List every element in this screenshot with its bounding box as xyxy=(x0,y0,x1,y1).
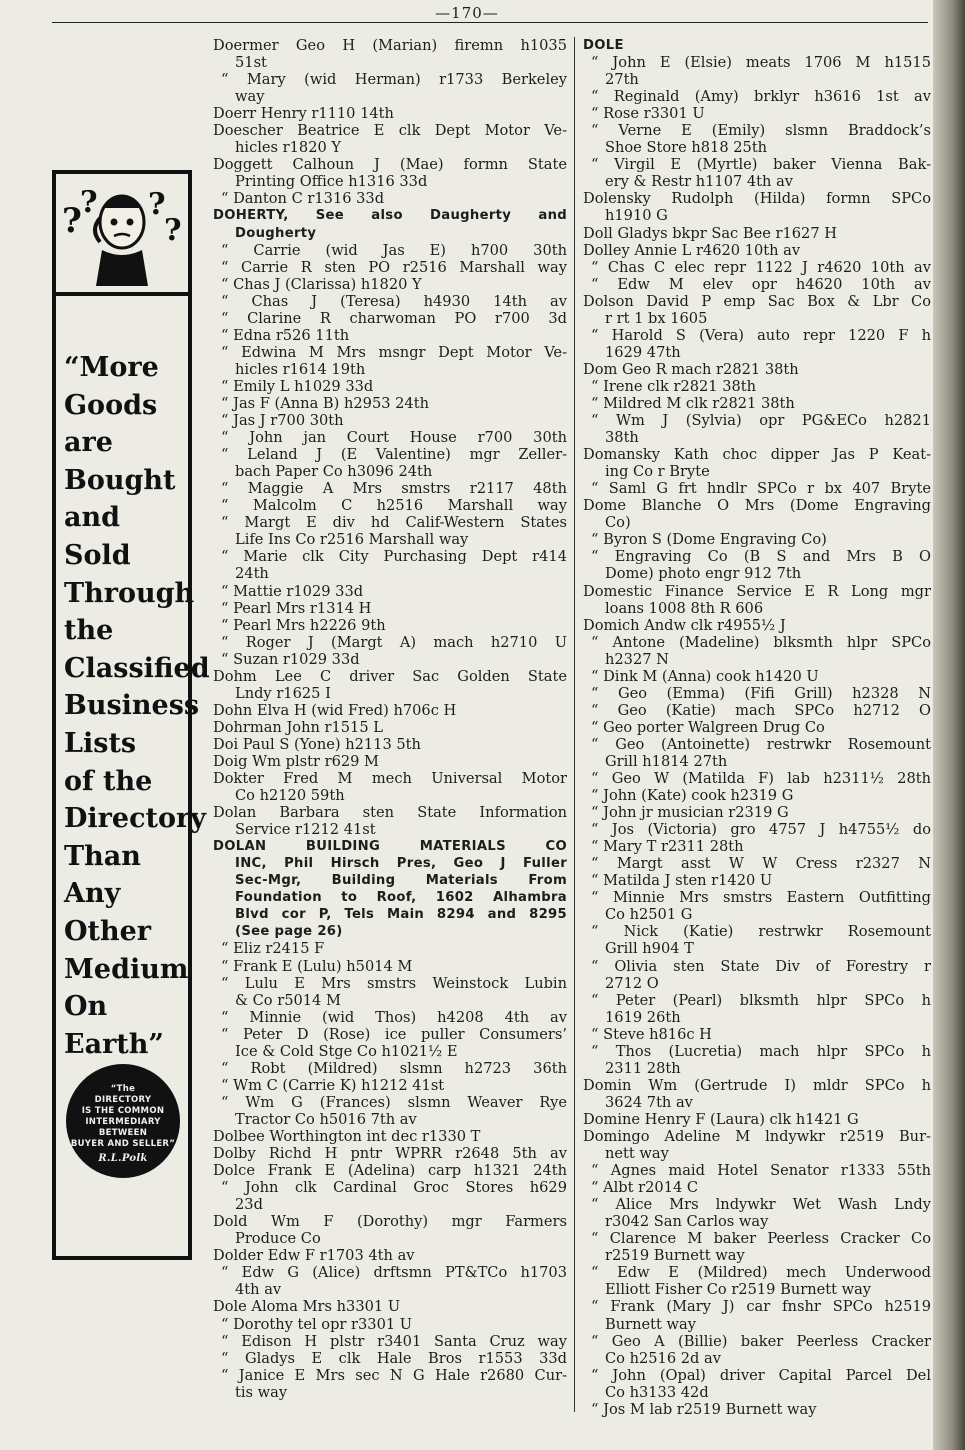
directory-entry-line: “ Carrie R sten PO r2516 Marshall way xyxy=(221,258,567,276)
directory-entry-line: “ Reginald (Amy) brklyr h3616 1st av xyxy=(591,88,931,106)
directory-entry-line: “ Harold S (Vera) auto repr 1220 F h xyxy=(591,326,931,344)
directory-entry-line: Printing Office h1316 33d xyxy=(235,173,428,191)
directory-entry-line: Grill h904 T xyxy=(605,940,694,958)
directory-entry-line: “ Wm G (Frances) slsmn Weaver Rye xyxy=(221,1093,567,1111)
directory-entry-line: “ Nick (Katie) restrwkr Rosemount xyxy=(591,923,931,941)
header-rule xyxy=(52,22,928,23)
page-number: —170— xyxy=(435,4,499,22)
directory-entry-line: “ John E (Elsie) meats 1706 M h1515 xyxy=(591,54,931,72)
directory-entry-line: Blvd cor P, Tels Main 8294 and 8295 xyxy=(235,907,567,923)
directory-entry-line: “ Mary T r2311 28th xyxy=(591,838,744,856)
directory-entry-line: “ Danton C r1316 33d xyxy=(221,190,385,208)
directory-entry-line: “ Clarence M baker Peerless Cracker Co xyxy=(591,1230,931,1248)
directory-entry-line: INC, Phil Hirsch Pres, Geo J Fuller xyxy=(235,856,567,872)
directory-entry-line: nett way xyxy=(605,1145,669,1163)
directory-entry-line: “ Edw G (Alice) drftsmn PT&TCo h1703 xyxy=(221,1264,567,1282)
ad-illustration-panel xyxy=(56,174,188,296)
directory-entry-line: 3624 7th av xyxy=(605,1093,693,1111)
directory-entry-line: Dome) photo engr 912 7th xyxy=(605,565,802,583)
directory-entry-line: Co) xyxy=(605,514,631,532)
directory-entry-line: Ice & Cold Stge Co h1021½ E xyxy=(235,1042,458,1060)
directory-entry-line: Dolley Annie L r4620 10th av xyxy=(583,241,801,259)
directory-entry-line: 27th xyxy=(605,71,639,89)
directory-entry-line: “ Clarine R charwoman PO r700 3d xyxy=(221,309,567,327)
directory-entry-line: “ Lulu E Mrs smstrs Weinstock Lubin xyxy=(221,974,567,992)
directory-entry-line: “ John (Kate) cook h2319 G xyxy=(591,787,794,805)
directory-entry-line: 1619 26th xyxy=(605,1008,681,1026)
seal-signature: R.L.Polk xyxy=(98,1153,148,1164)
directory-entry-line: “ Chas J (Clarissa) h1820 Y xyxy=(221,275,422,293)
directory-entry-line: “ Marie clk City Purchasing Dept r414 xyxy=(221,548,567,566)
directory-entry-line: 2311 28th xyxy=(605,1059,681,1077)
directory-entry-line: “ Roger J (Margt A) mach h2710 U xyxy=(221,633,567,651)
directory-entry-line: “ Robt (Mildred) slsmn h2723 36th xyxy=(221,1059,567,1077)
directory-entry-line: Lndy r1625 I xyxy=(235,684,331,702)
directory-entry-line: Burnett way xyxy=(605,1315,696,1333)
directory-entry-line: “ Dink M (Anna) cook h1420 U xyxy=(591,667,819,685)
directory-entry-line: “ Geo W (Matilda F) lab h2311½ 28th xyxy=(591,770,931,788)
directory-entry-line: Domingo Adeline M lndywkr r2519 Bur- xyxy=(583,1128,931,1145)
directory-entry-line: Co h2501 G xyxy=(605,906,693,924)
directory-entry-line: & Co r5014 M xyxy=(235,991,341,1009)
directory-entry-line: Doerr Henry r1110 14th xyxy=(213,105,394,123)
directory-entry-line: DOLE xyxy=(583,38,624,53)
directory-entry-line: Grill h1814 27th xyxy=(605,752,728,770)
directory-entry-line: “ Margt asst W W Cress r2327 N xyxy=(591,855,931,873)
directory-entry-line: Co h2120 59th xyxy=(235,787,345,805)
directory-entry-line: “ John jr musician r2319 G xyxy=(591,804,789,822)
directory-entry-line: “ Eliz r2415 F xyxy=(221,940,325,958)
svg-text:?: ? xyxy=(62,201,82,241)
directory-seal xyxy=(66,1064,180,1178)
directory-entry-line: “ Malcolm C h2516 Marshall way xyxy=(221,497,567,515)
svg-text:?: ? xyxy=(80,185,98,220)
confused-man-icon xyxy=(56,174,188,288)
directory-entry-line: “ Frank E (Lulu) h5014 M xyxy=(221,957,413,975)
directory-entry-line: Doermer Geo H (Marian) firemn h1035 xyxy=(213,37,567,54)
directory-entry-line: Produce Co xyxy=(235,1230,321,1248)
directory-entry-line: Co h2516 2d av xyxy=(605,1349,721,1367)
directory-entry-line: r3042 San Carlos way xyxy=(605,1213,769,1231)
directory-entry-line: “ Pearl Mrs r1314 H xyxy=(221,599,372,617)
directory-entry-line: DOHERTY, See also Daugherty and xyxy=(213,208,567,224)
directory-entry-line: “ Geo (Emma) (Fifi Grill) h2328 N xyxy=(591,684,931,702)
directory-entry-line: Dolby Richd H pntr WPRR r2648 5th av xyxy=(213,1145,567,1163)
directory-entry-line: “ Chas C elec repr 1122 J r4620 10th av xyxy=(591,258,931,276)
directory-entry-line: “ Janice E Mrs sec N G Hale r2680 Cur- xyxy=(221,1366,567,1384)
directory-entry-line: Dohrman John r1515 L xyxy=(213,718,383,736)
directory-entry-line: h1910 G xyxy=(605,207,668,225)
directory-entry-line: “ Gladys E clk Hale Bros r1553 33d xyxy=(221,1349,567,1367)
directory-entry-line: tis way xyxy=(235,1383,288,1401)
directory-entry-line: Dolson David P emp Sac Box & Lbr Co xyxy=(583,292,931,310)
directory-entry-line: 2712 O xyxy=(605,974,659,992)
book-spine-shadow xyxy=(933,0,965,1450)
directory-entry-line: Dolbee Worthington int dec r1330 T xyxy=(213,1128,481,1145)
ad-slogan-line: and xyxy=(64,502,121,534)
right-listing-column xyxy=(583,37,931,1418)
directory-entry-line: “ Edison H plstr r3401 Santa Cruz way xyxy=(221,1332,567,1350)
directory-entry-line: “ Jos M lab r2519 Burnett way xyxy=(591,1400,817,1418)
svg-text:?: ? xyxy=(164,213,182,248)
directory-entry-line: loans 1008 8th R 606 xyxy=(605,599,764,617)
directory-entry-line: r rt 1 bx 1605 xyxy=(605,309,708,327)
directory-entry-line: Dom Geo R mach r2821 38th xyxy=(583,360,799,378)
directory-entry-line: Domin Wm (Gertrude I) mldr SPCo h xyxy=(583,1076,931,1094)
directory-entry-line: “ Engraving Co (B S and Mrs B O xyxy=(591,548,931,566)
directory-entry-line: “ Peter D (Rose) ice puller Consumers’ xyxy=(221,1025,567,1043)
directory-entry-line: “ Emily L h1029 33d xyxy=(221,377,374,395)
directory-entry-line: (See page 26) xyxy=(235,924,343,940)
directory-entry-line: ing Co r Bryte xyxy=(605,463,710,481)
directory-entry-line: bach Paper Co h3096 24th xyxy=(235,463,433,481)
ad-slogan-line: Goods xyxy=(64,389,158,421)
ad-slogan-line: Sold xyxy=(64,539,131,571)
directory-entry-line: “ Mattie r1029 33d xyxy=(221,582,364,600)
directory-entry-line: Elliott Fisher Co r2519 Burnett way xyxy=(605,1281,872,1299)
directory-entry-line: Doescher Beatrice E clk Dept Motor Ve- xyxy=(213,122,567,140)
directory-entry-line: “ Peter (Pearl) blksmth hlpr SPCo h xyxy=(591,991,931,1009)
directory-entry-line: “ John jan Court House r700 30th xyxy=(221,429,567,447)
directory-entry-line: “ Jas J r700 30th xyxy=(221,412,344,430)
directory-entry-line: “ Margt E div hd Calif-Western States xyxy=(221,514,567,532)
seal-text-line: DIRECTORY xyxy=(94,1095,152,1105)
directory-entry-line: Dohn Elva H (wid Fred) h706c H xyxy=(213,701,457,719)
directory-entry-line: “ Mildred M clk r2821 38th xyxy=(591,394,795,412)
ad-slogan-line: are xyxy=(64,427,113,459)
directory-entry-line: “ John (Opal) driver Capital Parcel Del xyxy=(591,1366,931,1384)
directory-entry-line: Doig Wm plstr r629 M xyxy=(213,752,380,770)
directory-entry-line: “ Minnie (wid Thos) h4208 4th av xyxy=(221,1008,567,1026)
ad-slogan-line: “More xyxy=(64,352,159,383)
seal-text-line: “The xyxy=(110,1084,136,1094)
directory-entry-line: Dolce Frank E (Adelina) carp h1321 24th xyxy=(213,1162,567,1180)
directory-entry-line: “ Edw M elev opr h4620 10th av xyxy=(591,275,931,293)
directory-entry-line: 4th av xyxy=(235,1281,282,1299)
directory-entry-line: “ Maggie A Mrs smstrs r2117 48th xyxy=(221,480,567,498)
seal-text-line: IS THE COMMON xyxy=(81,1106,165,1116)
directory-entry-line: 1629 47th xyxy=(605,343,681,361)
directory-entry-line: Dokter Fred M mech Universal Motor xyxy=(213,770,567,788)
ad-slogan-line: Lists xyxy=(64,727,137,759)
directory-entry-line: Dolensky Rudolph (Hilda) formn SPCo xyxy=(583,190,931,208)
directory-entry-line: 51st xyxy=(235,54,267,72)
directory-entry-line: “ Matilda J sten r1420 U xyxy=(591,872,773,890)
ad-slogan-line: On xyxy=(64,991,108,1023)
directory-entry-line: “ Thos (Lucretia) mach hlpr SPCo h xyxy=(591,1042,931,1060)
directory-entry-line: Domich Andw clk r4955½ J xyxy=(583,616,786,634)
directory-entry-line: “ Suzan r1029 33d xyxy=(221,650,360,668)
directory-entry-line: way xyxy=(235,88,265,106)
directory-entry-line: “ Dorothy tel opr r3301 U xyxy=(221,1315,413,1333)
directory-entry-line: “ Byron S (Dome Engraving Co) xyxy=(591,531,827,549)
directory-entry-line: “ Leland J (E Valentine) mgr Zeller- xyxy=(221,446,567,464)
ad-slogan-line: Any xyxy=(64,878,121,910)
ad-slogan-line: Earth” xyxy=(64,1028,164,1060)
directory-entry-line: h2327 N xyxy=(605,650,669,668)
directory-entry-line: “ John clk Cardinal Groc Stores h629 xyxy=(221,1179,567,1197)
directory-entry-line: Sec-Mgr, Building Materials From xyxy=(235,873,567,889)
directory-entry-line: “ Geo (Katie) mach SPCo h2712 O xyxy=(591,701,931,719)
directory-entry-line: Dole Aloma Mrs h3301 U xyxy=(213,1298,401,1316)
directory-entry-line: Dold Wm F (Dorothy) mgr Farmers xyxy=(213,1213,567,1231)
directory-entry-line: “ Edwina M Mrs msngr Dept Motor Ve- xyxy=(221,343,567,361)
ad-slogan-line: Directory xyxy=(64,803,206,835)
directory-entry-line: “ Virgil E (Myrtle) baker Vienna Bak- xyxy=(591,156,931,174)
directory-entry-line: Co h3133 42d xyxy=(605,1383,709,1401)
seal-text-line: BUYER AND SELLER” xyxy=(70,1139,176,1149)
directory-entry-line: Domansky Kath choc dipper Jas P Keat- xyxy=(583,446,931,464)
ad-slogan-line: Medium xyxy=(64,953,189,985)
directory-entry-line: “ Olivia sten State Div of Forestry r xyxy=(591,957,931,975)
directory-entry-line: “ Edw E (Mildred) mech Underwood xyxy=(591,1264,931,1282)
directory-entry-line: Tractor Co h5016 7th av xyxy=(235,1110,417,1128)
directory-entry-line: “ Steve h816c H xyxy=(591,1025,712,1043)
directory-entry-line: “ Rose r3301 U xyxy=(591,105,705,123)
ad-slogan-line: Bought xyxy=(64,464,176,496)
directory-entry-line: Foundation to Roof, 1602 Alhambra xyxy=(235,890,567,906)
ad-slogan-line: the xyxy=(64,615,114,647)
directory-entry-line: DOLAN BUILDING MATERIALS CO xyxy=(213,839,567,855)
directory-entry-line: “ Jas F (Anna B) h2953 24th xyxy=(221,394,429,412)
directory-entry-line: ery & Restr h1107 4th av xyxy=(605,173,794,191)
directory-entry-line: “ Frank (Mary J) car fnshr SPCo h2519 xyxy=(591,1298,931,1316)
directory-entry-line: hicles r1820 Y xyxy=(235,139,342,157)
directory-entry-line: “ Geo A (Billie) baker Peerless Cracker xyxy=(591,1332,931,1350)
ad-slogan xyxy=(64,349,210,1063)
directory-entry-line: Dolan Barbara sten State Information xyxy=(213,804,567,822)
directory-entry-line: “ Geo (Antoinette) restrwkr Rosemount xyxy=(591,735,931,753)
directory-entry-line: Shoe Store h818 25th xyxy=(605,139,768,157)
ad-slogan-line: Than xyxy=(64,840,141,872)
directory-entry-line: Dolder Edw F r1703 4th av xyxy=(213,1247,415,1265)
ad-slogan-line: Classified xyxy=(64,652,210,684)
directory-entry-line: “ Alice Mrs lndywkr Wet Wash Lndy xyxy=(591,1196,931,1214)
directory-entry-line: Service r1212 41st xyxy=(235,821,376,839)
directory-entry-line: Dohm Lee C driver Sac Golden State xyxy=(213,667,567,685)
directory-entry-line: “ Wm J (Sylvia) opr PG&ECo h2821 xyxy=(591,412,931,430)
ad-slogan-line: Business xyxy=(64,690,200,722)
directory-entry-line: “ Agnes maid Hotel Senator r1333 55th xyxy=(591,1162,931,1180)
directory-entry-line: Doi Paul S (Yone) h2113 5th xyxy=(213,735,421,753)
seal-text-line: INTERMEDIARY xyxy=(85,1117,161,1127)
left-listing-column xyxy=(213,37,567,1401)
directory-entry-line: “ Edna r526 11th xyxy=(221,326,350,344)
directory-entry-line: Life Ins Co r2516 Marshall way xyxy=(235,531,469,549)
directory-entry-line: hicles r1614 19th xyxy=(235,360,366,378)
directory-entry-line: “ Albt r2014 C xyxy=(591,1179,699,1197)
directory-entry-line: “ Minnie Mrs smstrs Eastern Outfitting xyxy=(591,889,931,907)
directory-entry-line: “ Geo porter Walgreen Drug Co xyxy=(591,718,825,736)
directory-entry-line: “ Jos (Victoria) gro 4757 J h4755½ do xyxy=(591,821,931,839)
directory-entry-line: 23d xyxy=(235,1196,263,1214)
ad-slogan-line: of the xyxy=(64,765,153,797)
column-rule xyxy=(574,37,575,1412)
directory-entry-line: “ Chas J (Teresa) h4930 14th av xyxy=(221,292,567,310)
directory-entry-line: “ Antone (Madeline) blksmth hlpr SPCo xyxy=(591,633,931,651)
directory-entry-line: “ Wm C (Carrie K) h1212 41st xyxy=(221,1076,445,1094)
directory-entry-line: “ Pearl Mrs h2226 9th xyxy=(221,616,386,634)
directory-entry-line: Dome Blanche O Mrs (Dome Engraving xyxy=(583,497,931,515)
directory-advertisement xyxy=(52,170,210,1260)
ad-slogan-line: Other xyxy=(64,915,152,947)
directory-entry-line: Doggett Calhoun J (Mae) formn State xyxy=(213,156,567,174)
directory-entry-line: r2519 Burnett way xyxy=(605,1247,745,1265)
svg-text:?: ? xyxy=(148,187,166,222)
directory-entry-line: Domestic Finance Service E R Long mgr xyxy=(583,582,931,600)
directory-entry-line: “ Irene clk r2821 38th xyxy=(591,377,757,395)
directory-entry-line: “ Carrie (wid Jas E) h700 30th xyxy=(221,241,567,259)
directory-entry-line: “ Verne E (Emily) slsmn Braddock’s xyxy=(591,122,931,140)
directory-entry-line: Doll Gladys bkpr Sac Bee r1627 H xyxy=(583,224,837,242)
directory-entry-line: 24th xyxy=(235,565,269,583)
directory-entry-line: 38th xyxy=(605,429,639,447)
ad-slogan-line: Through xyxy=(64,577,195,609)
directory-entry-line: Domine Henry F (Laura) clk h1421 G xyxy=(583,1110,859,1128)
directory-entry-line: “ Saml G frt hndlr SPCo r bx 407 Bryte xyxy=(591,480,931,498)
directory-entry-line: “ Mary (wid Herman) r1733 Berkeley xyxy=(221,71,567,89)
seal-text-line: BETWEEN xyxy=(98,1128,148,1138)
directory-entry-line: Dougherty xyxy=(235,225,317,241)
